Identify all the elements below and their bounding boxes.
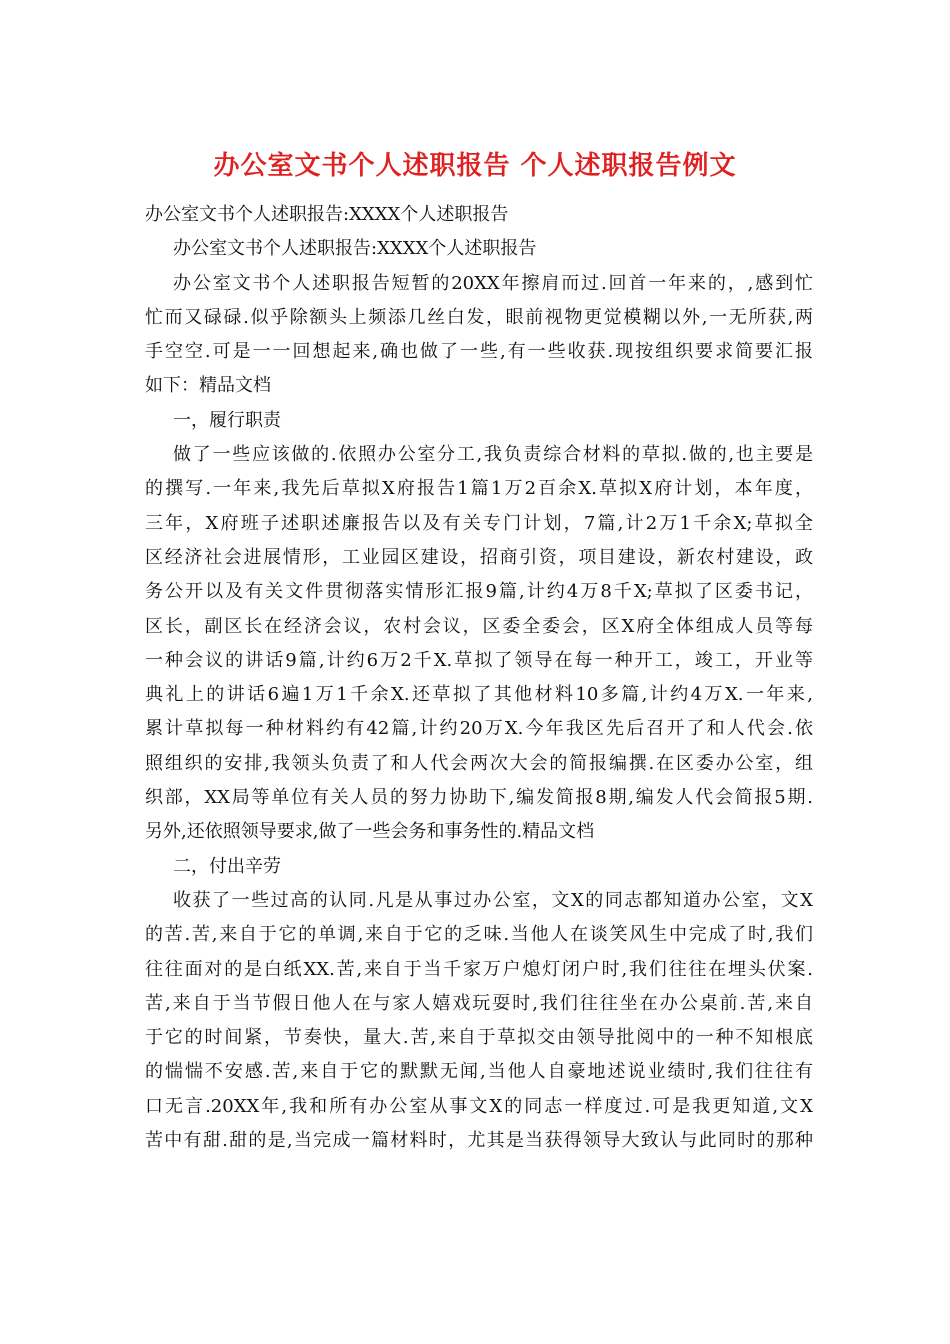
paragraph-line: 区经济社会进展情形，工业园区建设，招商引资，项目建设，新农村建设，政 (145, 546, 813, 568)
paragraph-line: 苦中有甜.甜的是,当完成一篇材料时，尤其是当获得领导大致认与此同时的那种 (145, 1130, 813, 1152)
paragraph-line: 区长，副区长在经济会议，农村会议，区委全委会，区X府全体组成人员等每 (145, 615, 813, 637)
section-heading: 一，履行职责 (173, 409, 281, 431)
subtitle-line: 办公室文书个人述职报告:XXXX个人述职报告 (173, 238, 537, 260)
paragraph-line: 的惴惴不安感.苦,来自于它的默默无闻,当他人自豪地述说业绩时,我们往往有 (145, 1061, 813, 1083)
paragraph-line: 办公室文书个人述职报告短暂的20XX年擦肩而过.回首一年来的，,感到忙 (173, 272, 813, 294)
paragraph-line: 做了一些应该做的.依照办公室分工,我负责综合材料的草拟.做的,也主要是 (173, 444, 813, 466)
paragraph-line: 于它的时间紧，节奏快，量大.苦,来自于草拟交由领导批阅中的一种不知根底 (145, 1027, 813, 1049)
paragraph-line: 织部，XX局等单位有关人员的努力协助下,编发简报8期,编发人代会简报5期. (145, 787, 813, 809)
paragraph-line: 照组织的安排,我领头负责了和人代会两次大会的简报编撰.在区委办公室，组 (145, 752, 813, 774)
paragraph-line: 三年，X府班子述职述廉报告以及有关专门计划，7篇,计2万1千余X;草拟全 (145, 512, 813, 534)
paragraph-line: 手空空.可是一一回想起来,确也做了一些,有一些收获.现按组织要求简要汇报 (145, 341, 813, 363)
document-body (145, 198, 813, 1158)
paragraph-line: 一种会议的讲话9篇,计约6万2千X.草拟了领导在每一种开工，竣工，开业等 (145, 649, 813, 671)
document-title: 办公室文书个人述职报告 个人述职报告例文 (213, 151, 737, 181)
paragraph-line: 的撰写.一年来,我先后草拟X府报告1篇1万2百余X.草拟X府计划，本年度， (145, 478, 813, 500)
paragraph-line: 口无言.20XX年,我和所有办公室从事文X的同志一样度过.可是我更知道,文X (145, 1095, 813, 1117)
paragraph-line: 如下：精品文档 (145, 375, 271, 397)
section-heading: 二，付出辛劳 (173, 855, 281, 877)
subtitle-line: 办公室文书个人述职报告:XXXX个人述职报告 (145, 204, 509, 225)
paragraph-line: 收获了一些过高的认同.凡是从事过办公室，文X的同志都知道办公室，文X (173, 889, 813, 911)
paragraph-line: 典礼上的讲话6遍1万1千余X.还草拟了其他材料10多篇,计约4万X.一年来, (145, 684, 813, 706)
paragraph-line: 累计草拟每一种材料约有42篇,计约20万X.今年我区先后召开了和人代会.依 (145, 718, 813, 740)
paragraph-line: 另外,还依照领导要求,做了一些会务和事务性的.精品文档 (145, 821, 595, 843)
paragraph-line: 苦,来自于当节假日他人在与家人嬉戏玩耍时,我们往往坐在办公桌前.苦,来自 (145, 992, 813, 1014)
paragraph-line: 忙而又碌碌.似乎除额头上频添几丝白发，眼前视物更觉模糊以外,一无所获,两 (145, 306, 813, 328)
paragraph-line: 务公开以及有关文件贯彻落实情形汇报9篇,计约4万8千X;草拟了区委书记， (145, 581, 813, 603)
paragraph-line: 的苦.苦,来自于它的单调,来自于它的乏味.当他人在谈笑风生中完成了时,我们 (145, 924, 813, 946)
paragraph-line: 往往面对的是白纸XX.苦,来自于当千家万户熄灯闭户时,我们往往在埋头伏案. (145, 958, 813, 980)
